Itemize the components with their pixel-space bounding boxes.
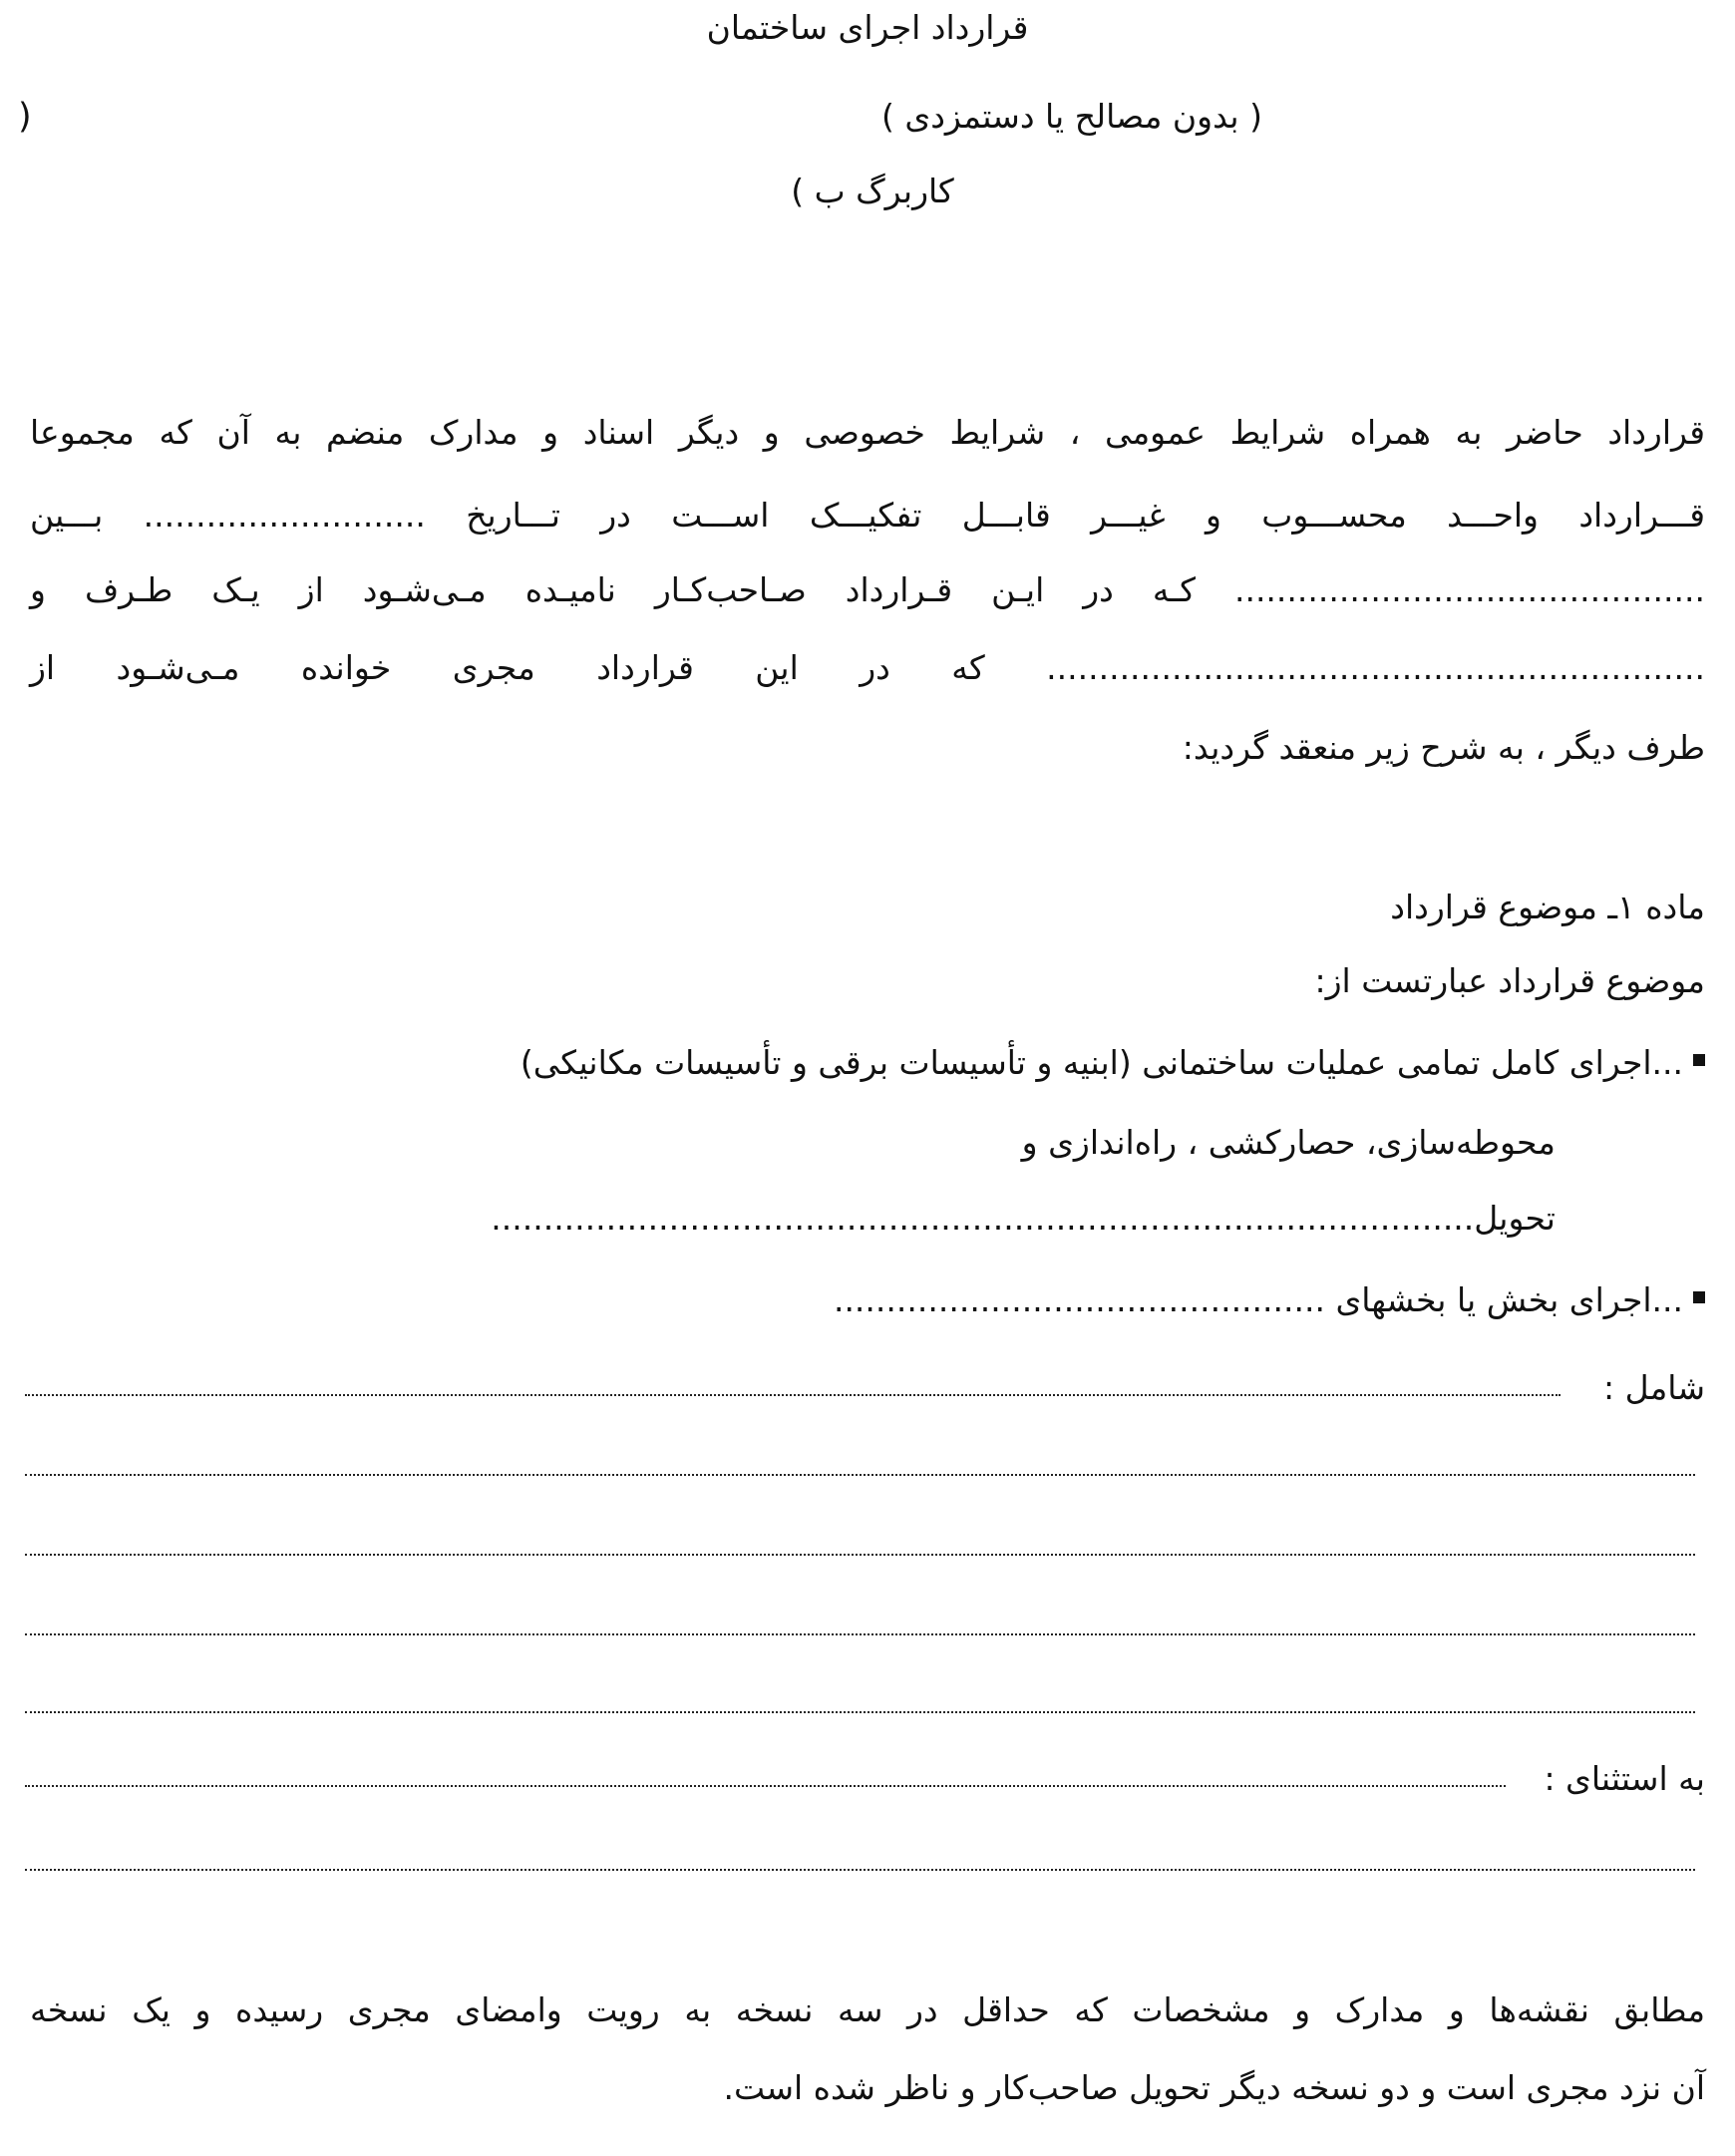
intro-line-2: قـــرارداد واحـــد محســـوب و غیـــر قابـــل تفکیـــک اســـت در تـــاریخ ........................... بـــین (30, 496, 1705, 535)
document-title: قرارداد اجرای ساختمان (706, 8, 1029, 47)
intro-line-4: ............................................................... که در این قرارداد مجری خوانده مـی‌شـود از (30, 648, 1705, 687)
intro-line-1: قرارداد حاضر به همراه شرایط عمومی ، شرایط خصوصی و دیگر اسناد و مدارک منضم به آن که مجموعا (30, 413, 1705, 452)
includes-label: شامل : (1603, 1368, 1705, 1407)
blank-fill-line[interactable] (25, 1554, 1695, 1556)
left-bracket: ( (18, 97, 32, 137)
bullet-1-line-1 (520, 1041, 1705, 1085)
closing-line-1: مطابق نقشه‌ها و مدارک و مشخصات که حداقل در سه نسخه به رویت وامضای مجری رسیده و یک نسخه (30, 1990, 1705, 2029)
bullet-2-text: ...اجرای بخش یا بخشهای ............................................... (833, 1280, 1683, 1319)
exceptions-fill-line[interactable] (25, 1785, 1506, 1787)
bullet-1-text: ...اجرای کامل تمامی عملیات ساختمانی (ابنیه و تأسیسات برقی و تأسیسات مکانیکی) (520, 1043, 1683, 1082)
bullet-2-line (834, 1278, 1705, 1322)
exceptions-label: به استثنای : (1544, 1759, 1705, 1798)
article-1-heading: ماده ۱ـ موضوع قرارداد (1390, 888, 1705, 926)
bullet-square-icon (1693, 1054, 1705, 1066)
document-subtitle: ( بدون مصالح یا دستمزدی ) (881, 97, 1262, 136)
intro-line-3: ............................................. کـه در ایـن قـرارداد صـاحب‌کـار نامیـده مـی‌شـود از یـک طـرف و (30, 570, 1705, 609)
blank-fill-line[interactable] (25, 1869, 1695, 1871)
article-1-lead: موضوع قرارداد عبارتست از: (1314, 961, 1705, 1000)
bullet-1-line-3: تحویل.............................................................................................. (491, 1199, 1556, 1238)
intro-line-5: طرف دیگر ، به شرح زیر منعقد گردید: (1182, 728, 1705, 767)
closing-line-2: آن نزد مجری است و دو نسخه دیگر تحویل صاحب‌کار و ناظر شده است. (723, 2068, 1705, 2107)
blank-fill-line[interactable] (25, 1633, 1695, 1635)
includes-fill-line[interactable] (25, 1394, 1561, 1396)
form-tag: کاربرگ ب ) (791, 172, 954, 210)
bullet-1-line-2: محوطه‌سازی، حصارکشی ، راه‌اندازی و (1021, 1123, 1556, 1162)
blank-fill-line[interactable] (25, 1474, 1695, 1476)
bullet-square-icon (1693, 1291, 1705, 1303)
blank-fill-line[interactable] (25, 1711, 1695, 1713)
